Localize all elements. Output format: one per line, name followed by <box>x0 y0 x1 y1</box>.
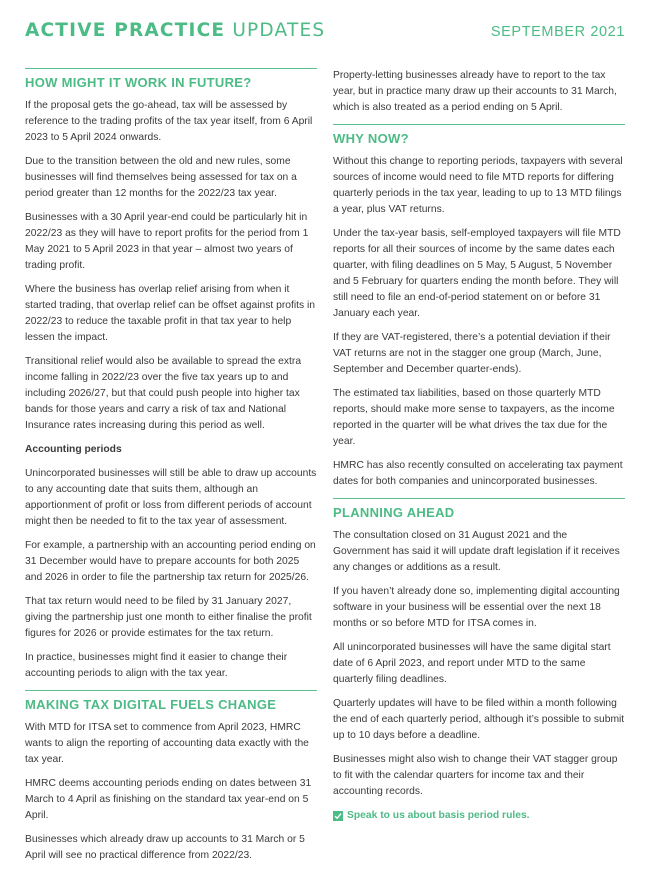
subheading: Accounting periods <box>25 444 122 455</box>
paragraph: Under the tax-year basis, self-employed taxpayers will file MTD reports for all their sources of income by the same dates each quarter, with filing deadlines on 5 May, 5 August, 5 November and 5 February for quarters ending the month before. They will still need to file an end-of-period statement on or before 31 January each year. <box>333 228 621 319</box>
paragraph: The estimated tax liabilities, based on those quarterly MTD reports, should make more sense to taxpayers, as the income reported in the quarter will be what drives the tax due for the year. <box>333 388 615 447</box>
section-heading: PLANNING AHEAD <box>333 498 625 521</box>
section-heading: HOW MIGHT IT WORK IN FUTURE? <box>25 68 317 91</box>
paragraph: If the proposal gets the go-ahead, tax will be assessed by reference to the trading profits of the tax year itself, from 6 April 2023 to 5 April 2024 onwards. <box>25 100 313 143</box>
paragraph: HMRC has also recently consulted on accelerating tax payment dates for both companies and unincorporated businesses. <box>333 460 623 487</box>
paragraph: Transitional relief would also be available to spread the extra income falling in 2022/23 over the five tax years up to and including 2026/27, but that could push people into higher tax bands for those years and carry a risk of tax and National Insurance rates increasing during this period as well. <box>25 356 302 431</box>
section-heading: MAKING TAX DIGITAL FUELS CHANGE <box>25 690 317 713</box>
paragraph: Businesses with a 30 April year-end could be particularly hit in 2022/23 as they will have to report profits for the period from 1 May 2021 to 5 April 2023 in that year – almost two years of trading profit. <box>25 212 309 271</box>
paragraph: Where the business has overlap relief arising from when it started trading, that overlap relief can be offset against profits in 2022/23 to reduce the taxable profit in that tax year to help lessen the impact. <box>25 284 316 343</box>
paragraph: In practice, businesses might find it easier to change their accounting periods to align with the tax year. <box>25 652 288 679</box>
paragraph: Without this change to reporting periods, taxpayers with several sources of income would need to file MTD reports for differing quarterly periods in the tax year, leading to up to 13 MTD filings a year, plus VAT returns. <box>333 156 623 215</box>
paragraph: Businesses might also wish to change their VAT stagger group to fit with the calendar quarters for income tax and their accounting records. <box>333 754 618 797</box>
brand-light: UPDATES <box>232 20 326 41</box>
right-column <box>333 68 625 824</box>
section-heading: WHY NOW? <box>333 124 625 147</box>
check-icon <box>333 811 343 821</box>
paragraph: All unincorporated businesses will have the same digital start date of 6 April 2023, and report under MTD to the same quarterly filing deadlines. <box>333 642 611 685</box>
paragraph: HMRC deems accounting periods ending on dates between 31 March to 4 April as finishing on the standard tax year-end on 5 April. <box>25 778 312 821</box>
newsletter-title <box>25 20 325 41</box>
cta-link[interactable] <box>333 808 625 824</box>
paragraph: Businesses which already draw up accounts to 31 March or 5 April will see no practical difference from 2022/23. <box>25 834 305 861</box>
paragraph: If you haven’t already done so, implementing digital accounting software in your business will be essential over the next 18 months or so before MTD for ITSA comes in. <box>333 586 620 629</box>
left-column <box>25 68 317 872</box>
paragraph: With MTD for ITSA set to commence from April 2023, HMRC wants to align the reporting of accounting data exactly with the tax year. <box>25 722 309 765</box>
cta-label: Speak to us about basis period rules. <box>347 810 530 821</box>
issue-date: SEPTEMBER 2021 <box>490 24 625 40</box>
paragraph: That tax return would need to be filed by 31 January 2027, giving the partnership just one month to either finalise the profit figures for 2026 or provide estimates for the tax return. <box>25 596 312 639</box>
paragraph: If they are VAT-registered, there’s a potential deviation if their VAT returns are not in the stagger one group (March, June, September and December quarter-ends). <box>333 332 611 375</box>
paragraph: Quarterly updates will have to be filed within a month following the end of each quarterly period, although it’s possible to submit up to 10 days before a deadline. <box>333 698 625 741</box>
paragraph: For example, a partnership with an accounting period ending on 31 December would have to prepare accounts for both 2025 and 2026 in order to file the partnership tax return for 2025/26. <box>25 540 316 583</box>
brand-bold: ACTIVE PRACTICE <box>25 20 226 41</box>
paragraph: Property-letting businesses already have to report to the tax year, but in practice many draw up their accounts to 31 March, which is also treated as a period ending on 5 April. <box>333 70 617 113</box>
paragraph: The consultation closed on 31 August 2021 and the Government has said it will update draft legislation if it receives any changes or additions as a result. <box>333 530 620 573</box>
paragraph: Unincorporated businesses will still be able to draw up accounts to any accounting date that suits them, although an apportionment of profit or loss from different periods of account might then be needed to fit to the tax year of assessment. <box>25 468 317 527</box>
page-header <box>25 20 625 46</box>
paragraph: Due to the transition between the old and new rules, some businesses will find themselves being assessed for tax on a period greater than 12 months for the 2022/23 tax year. <box>25 156 297 199</box>
